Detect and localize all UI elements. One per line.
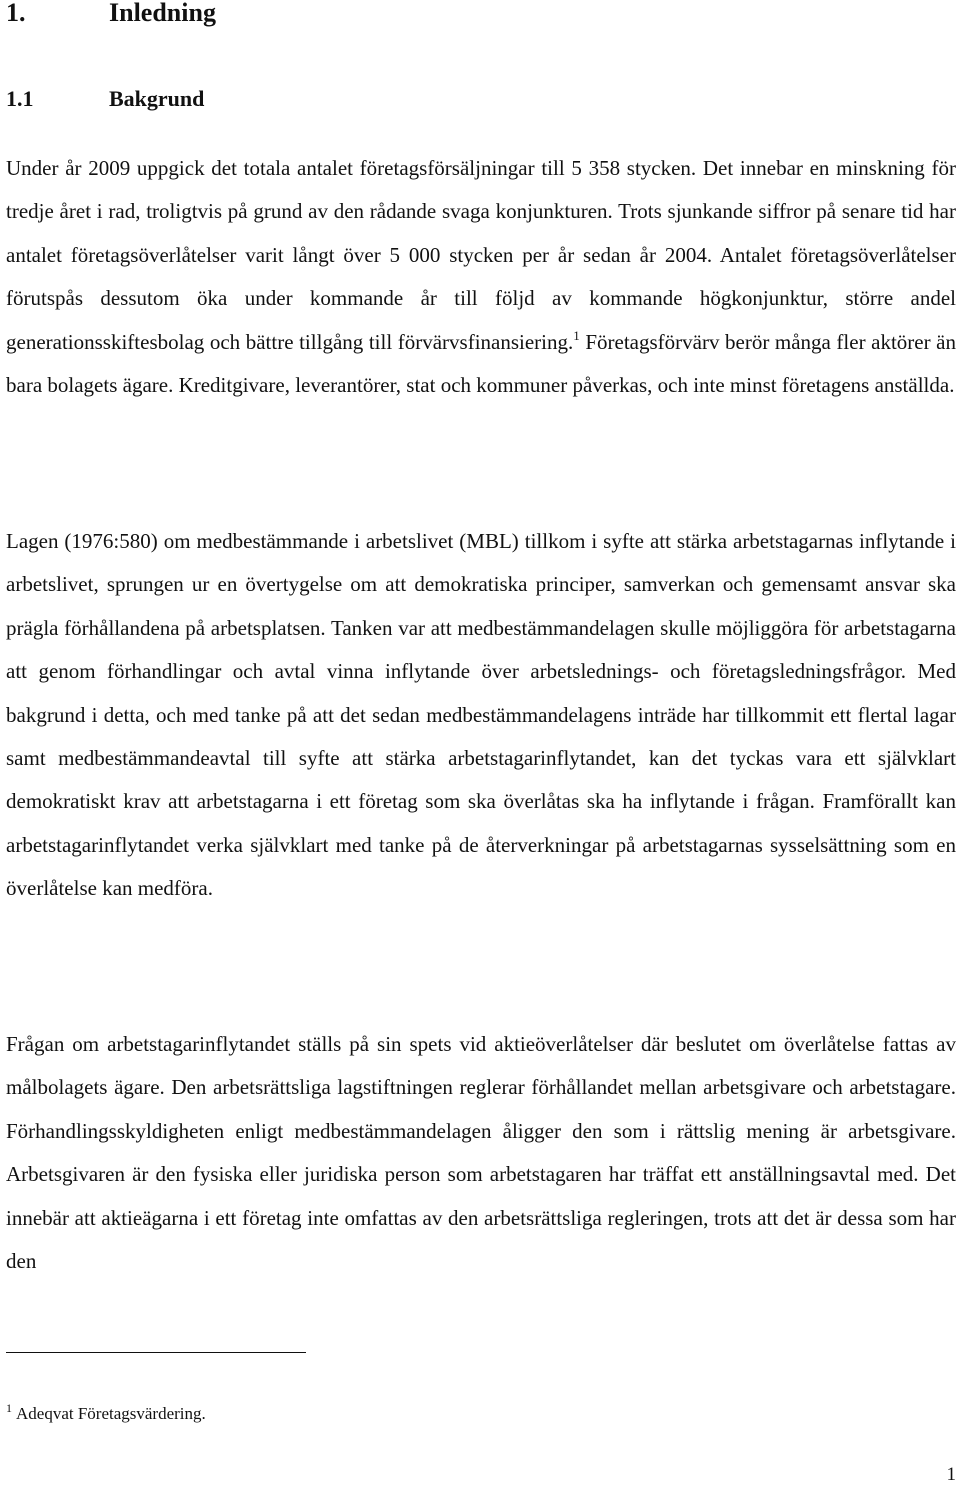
chapter-title: Inledning	[109, 0, 216, 27]
footnote-reference[interactable]: 1	[573, 327, 580, 343]
section-number: 1.1	[6, 86, 34, 111]
paragraph-2: Lagen (1976:580) om medbestämmande i arbetslivet (MBL) tillkom i syfte att stärka arbetstagarnas inflytande i arbetslivet, sprungen ur en övertygelse om att demokratiska principer, samverkan och gemensamt ansvar ska prägla förhållandena på arbetsplatsen. Tanken var att medbestämmandelagen skulle möjliggöra för arbetstagarna att genom förhandlingar och avtal vinna inflytande över arbetslednings- och företagsledningsfrågor. Med bakgrund i detta, och med tanke på att det sedan medbestämmandelagens inträde har tillkommit ett flertal lagar samt medbestämmandeavtal till syfte att stärka arbetstagarinflytandet, kan det tyckas vara ett självklart demokratiskt krav att arbetstagarna i ett företag som ska överlåtas ska ha inflytande i frågan. Framförallt kan arbetstagarinflytandet verka självklart med tanke på de återverkningar på arbetstagarnas sysselsättning som en överlåtelse kan medföra.	[6, 529, 956, 901]
footnote-separator	[6, 1352, 306, 1353]
page-number: 1	[946, 1464, 956, 1485]
section-title: Bakgrund	[109, 86, 205, 111]
footnote-number: 1	[6, 1401, 12, 1415]
chapter-heading	[6, 0, 216, 28]
section-heading	[6, 86, 204, 112]
footnote	[6, 1401, 206, 1424]
paragraph-3: Frågan om arbetstagarinflytandet ställs på sin spets vid aktieöverlåtelser där beslutet om överlåtelse fattas av målbolagets ägare. Den arbetsrättsliga lagstiftningen reglerar förhållandet mellan arbetsgivare och arbetstagare. Förhandlingsskyldigheten enligt medbestämmandelagen åligger den som i rättslig mening är arbetsgivare. Arbetsgivaren är den fysiska eller juridiska person som arbetstagaren har träffat ett anställningsavtal med. Det innebär att aktieägarna i ett företag inte omfattas av den arbetsrättsliga regleringen, trots att det är dessa som har den	[6, 1032, 956, 1274]
footnote-text: Adeqvat Företagsvärdering.	[16, 1404, 206, 1423]
paragraph-1	[6, 147, 956, 407]
paragraph-1-text-b: Företagsförvärv berör många fler aktörer än bara bolagets ägare. Kreditgivare, leverantörer, stat och kommuner påverkas, och inte minst företagens anställda.	[6, 329, 956, 398]
chapter-number: 1.	[6, 0, 26, 27]
paragraph-1-text-a: Under år 2009 uppgick det totala antalet företagsförsäljningar till 5 358 stycken. Det innebar en minskning för tredje året i rad, troligtvis på grund av den rådande svaga konjunkturen. Trots sjunkande siffror på senare tid har antalet företagsöverlåtelser varit långt över 5 000 stycken per år sedan år 2004. Antalet företagsöverlåtelser förutspås dessutom öka under kommande år till följd av kommande högkonjunktur, större andel generationsskiftesbolag och bättre tillgång till förvärvsfinansiering.	[6, 156, 956, 354]
